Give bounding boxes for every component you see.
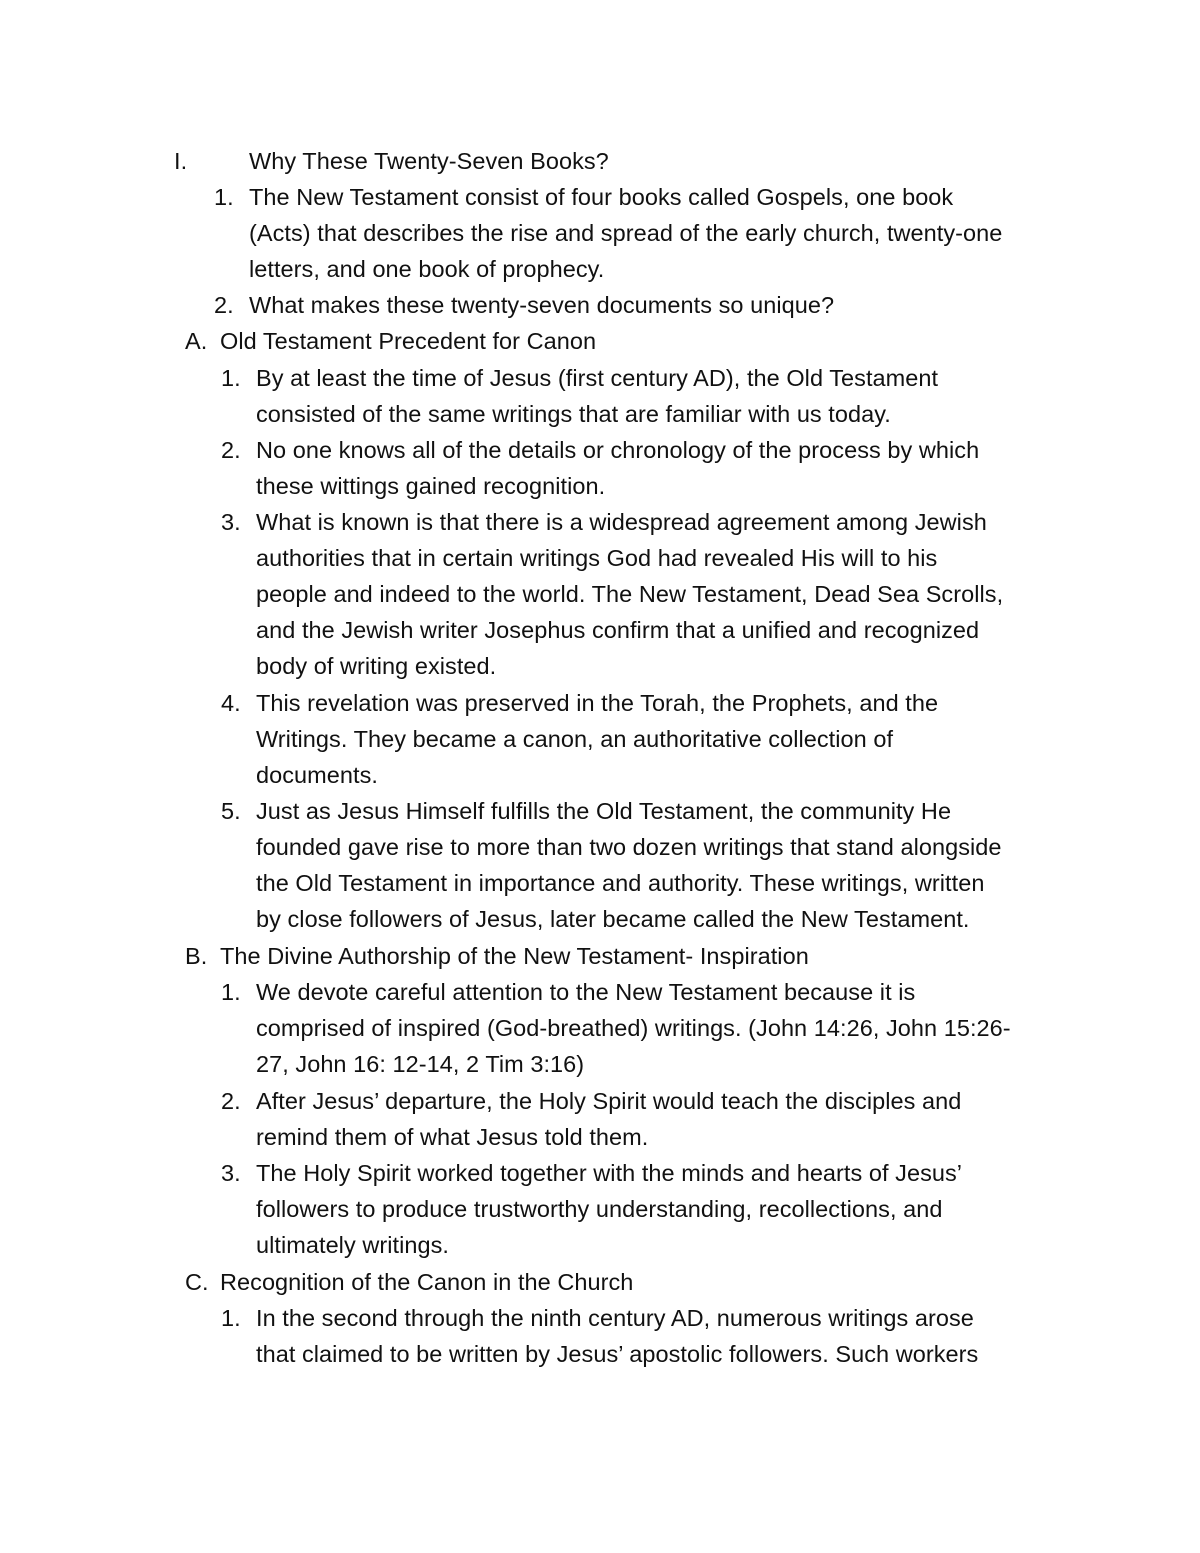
list-item-text: letters, and one book of prophecy.	[249, 256, 605, 282]
list-item-text: The Holy Spirit worked together with the minds and hearts of Jesus’	[256, 1160, 963, 1186]
list-item-marker: 1.	[221, 979, 241, 1005]
list-item-marker: 4.	[221, 690, 241, 716]
section-heading: Why These Twenty-Seven Books?	[249, 148, 609, 174]
list-item-text: In the second through the ninth century AD, numerous writings arose	[256, 1305, 974, 1331]
list-item-marker: 2.	[214, 292, 234, 318]
list-item-text: 27, John 16: 12-14, 2 Tim 3:16)	[256, 1051, 585, 1077]
list-item-text: remind them of what Jesus told them.	[256, 1124, 649, 1150]
list-item-text: What makes these twenty-seven documents so unique?	[249, 292, 835, 318]
section-marker: A.	[185, 328, 208, 354]
list-item-marker: 1.	[221, 1305, 241, 1331]
list-item-text: comprised of inspired (God-breathed) writings. (John 14:26, John 15:26-	[256, 1015, 1011, 1041]
list-item-marker: 3.	[221, 1160, 241, 1186]
list-item-text: ultimately writings.	[256, 1232, 449, 1258]
section-heading: Recognition of the Canon in the Church	[220, 1269, 634, 1295]
list-item-text: This revelation was preserved in the Torah, the Prophets, and the	[256, 690, 939, 716]
list-item-text: consisted of the same writings that are familiar with us today.	[256, 401, 891, 427]
list-item-marker: 5.	[221, 798, 241, 824]
list-item-text: body of writing existed.	[256, 653, 497, 679]
list-item-text: people and indeed to the world. The New Testament, Dead Sea Scrolls,	[256, 581, 1004, 607]
section-marker: I.	[174, 148, 188, 174]
list-item-text: authorities that in certain writings God had revealed His will to his	[256, 545, 938, 571]
list-item-text: followers to produce trustworthy understanding, recollections, and	[256, 1196, 943, 1222]
list-item-text: We devote careful attention to the New Testament because it is	[256, 979, 916, 1005]
section-marker: C.	[185, 1269, 209, 1295]
list-item-text: What is known is that there is a widespread agreement among Jewish	[256, 509, 987, 535]
list-item-marker: 1.	[214, 184, 234, 210]
list-item-text: by close followers of Jesus, later became called the New Testament.	[256, 906, 970, 932]
list-item-marker: 1.	[221, 365, 241, 391]
list-item-text: By at least the time of Jesus (first century AD), the Old Testament	[256, 365, 939, 391]
list-item-text: documents.	[256, 762, 378, 788]
list-item-marker: 2.	[221, 1088, 241, 1114]
list-item-text: Just as Jesus Himself fulfills the Old Testament, the community He	[256, 798, 952, 824]
list-item-text: After Jesus’ departure, the Holy Spirit would teach the disciples and	[256, 1088, 962, 1114]
list-item-text: that claimed to be written by Jesus’ apostolic followers. Such workers	[256, 1341, 979, 1367]
list-item-text: (Acts) that describes the rise and spread of the early church, twenty-one	[249, 220, 1003, 246]
list-item-marker: 3.	[221, 509, 241, 535]
list-item-marker: 2.	[221, 437, 241, 463]
list-item-text: Writings. They became a canon, an authoritative collection of	[256, 726, 894, 752]
list-item-text: No one knows all of the details or chronology of the process by which	[256, 437, 980, 463]
list-item-text: and the Jewish writer Josephus confirm that a unified and recognized	[256, 617, 980, 643]
section-heading: Old Testament Precedent for Canon	[220, 328, 597, 354]
list-item-text: founded gave rise to more than two dozen writings that stand alongside	[256, 834, 1002, 860]
list-item-text: The New Testament consist of four books called Gospels, one book	[249, 184, 954, 210]
list-item-text: the Old Testament in importance and authority. These writings, written	[256, 870, 985, 896]
section-marker: B.	[185, 943, 208, 969]
list-item-text: these wittings gained recognition.	[256, 473, 606, 499]
section-heading: The Divine Authorship of the New Testament- Inspiration	[220, 943, 809, 969]
